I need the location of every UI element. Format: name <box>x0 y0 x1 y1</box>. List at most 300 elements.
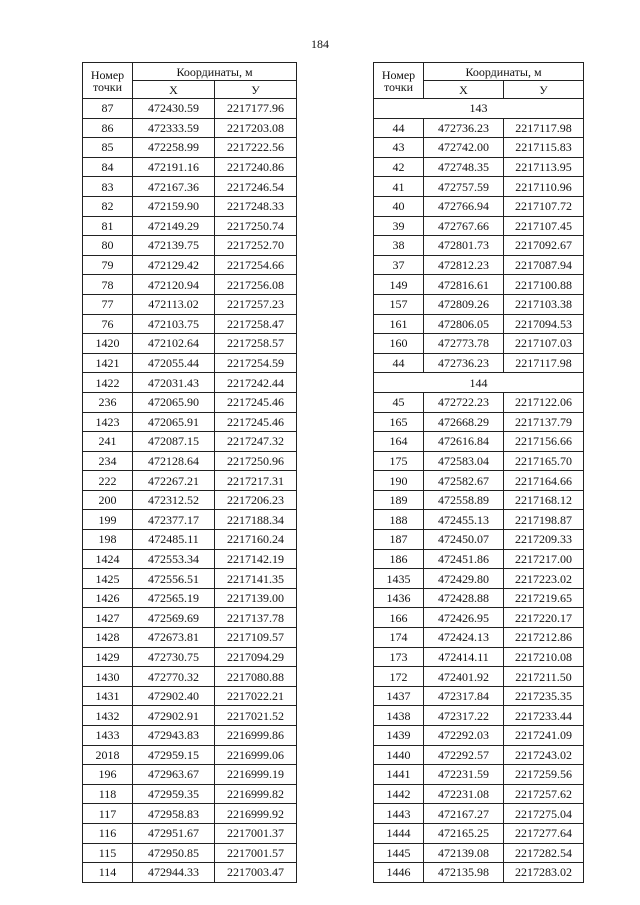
point-number-cell: 198 <box>83 530 133 550</box>
y-coordinate-cell: 2216999.92 <box>215 804 297 824</box>
header-line-1: Номер <box>90 67 125 82</box>
y-coordinate-cell: 2217094.29 <box>215 647 297 667</box>
x-coordinate-cell: 472128.64 <box>133 451 215 471</box>
x-coordinate-cell: 472944.33 <box>133 863 215 883</box>
table-row <box>374 804 584 824</box>
x-coordinate-cell: 472430.59 <box>133 99 215 119</box>
y-coordinate-cell: 2217142.19 <box>215 549 297 569</box>
x-coordinate-cell: 472451.86 <box>424 549 504 569</box>
point-number-cell: 1441 <box>374 765 424 785</box>
y-coordinate-cell: 2217177.96 <box>215 99 297 119</box>
y-coordinate-cell: 2217137.78 <box>215 608 297 628</box>
y-coordinate-cell: 2216999.06 <box>215 745 297 765</box>
x-coordinate-cell: 472401.92 <box>424 667 504 687</box>
y-coordinate-cell: 2217087.94 <box>504 255 584 275</box>
table-row <box>374 549 584 569</box>
point-number-cell: 117 <box>83 804 133 824</box>
y-coordinate-cell: 2217222.56 <box>215 138 297 158</box>
y-coordinate-cell: 2217203.08 <box>215 118 297 138</box>
y-coordinate-cell: 2217248.33 <box>215 196 297 216</box>
y-coordinate-cell: 2217257.62 <box>504 784 584 804</box>
table-row <box>374 667 584 687</box>
y-coordinate-cell: 2217277.64 <box>504 823 584 843</box>
y-coordinate-cell: 2217283.02 <box>504 863 584 883</box>
table-row <box>374 765 584 785</box>
table-row <box>83 647 297 667</box>
table-row <box>83 843 297 863</box>
x-coordinate-cell: 472583.04 <box>424 451 504 471</box>
table-row <box>374 236 584 256</box>
table-row <box>83 549 297 569</box>
x-coordinate-cell: 472113.02 <box>133 294 215 314</box>
x-coordinate-cell: 472773.78 <box>424 334 504 354</box>
table-row <box>374 138 584 158</box>
y-coordinate-cell: 2217282.54 <box>504 843 584 863</box>
x-coordinate-cell: 472801.73 <box>424 236 504 256</box>
table-row <box>83 196 297 216</box>
table-row <box>83 314 297 334</box>
y-coordinate-cell: 2217001.37 <box>215 823 297 843</box>
table-row <box>83 510 297 530</box>
point-number-cell: 161 <box>374 314 424 334</box>
y-coordinate-cell: 2217250.74 <box>215 216 297 236</box>
point-number-cell: 38 <box>374 236 424 256</box>
y-header: У <box>504 81 584 99</box>
table-row <box>83 490 297 510</box>
point-number-header <box>374 63 424 99</box>
x-coordinate-cell: 472450.07 <box>424 530 504 550</box>
point-number-cell: 85 <box>83 138 133 158</box>
point-number-cell: 1443 <box>374 804 424 824</box>
y-coordinate-cell: 2217241.09 <box>504 726 584 746</box>
right-table-body <box>374 63 584 883</box>
table-row <box>374 255 584 275</box>
x-coordinate-cell: 472167.36 <box>133 177 215 197</box>
point-number-cell: 42 <box>374 157 424 177</box>
x-coordinate-cell: 472736.23 <box>424 118 504 138</box>
y-header: У <box>215 81 297 99</box>
table-row <box>83 294 297 314</box>
table-row <box>83 157 297 177</box>
y-coordinate-cell: 2217245.46 <box>215 412 297 432</box>
y-coordinate-cell: 2217258.47 <box>215 314 297 334</box>
table-row <box>83 726 297 746</box>
y-coordinate-cell: 2217110.96 <box>504 177 584 197</box>
point-number-cell: 118 <box>83 784 133 804</box>
point-number-cell: 172 <box>374 667 424 687</box>
section-label: 144 <box>374 373 584 393</box>
point-number-cell: 149 <box>374 275 424 295</box>
point-number-cell: 1438 <box>374 706 424 726</box>
point-number-cell: 79 <box>83 255 133 275</box>
table-row <box>374 686 584 706</box>
x-coordinate-cell: 472569.69 <box>133 608 215 628</box>
point-number-cell: 189 <box>374 490 424 510</box>
y-coordinate-cell: 2217198.87 <box>504 510 584 530</box>
point-number-cell: 188 <box>374 510 424 530</box>
x-coordinate-cell: 472485.11 <box>133 530 215 550</box>
table-row <box>83 99 297 119</box>
x-coordinate-cell: 472742.00 <box>424 138 504 158</box>
y-coordinate-cell: 2217254.59 <box>215 353 297 373</box>
table-row <box>83 275 297 295</box>
point-number-cell: 1435 <box>374 569 424 589</box>
x-coordinate-cell: 472951.67 <box>133 823 215 843</box>
table-row <box>374 353 584 373</box>
table-row <box>83 177 297 197</box>
x-coordinate-cell: 472730.75 <box>133 647 215 667</box>
table-row <box>83 255 297 275</box>
point-number-cell: 1421 <box>83 353 133 373</box>
point-number-cell: 44 <box>374 118 424 138</box>
x-coordinate-cell: 472231.59 <box>424 765 504 785</box>
x-coordinate-cell: 472616.84 <box>424 432 504 452</box>
x-coordinate-cell: 472673.81 <box>133 628 215 648</box>
point-number-cell: 1420 <box>83 334 133 354</box>
point-number-cell: 187 <box>374 530 424 550</box>
table-row <box>374 823 584 843</box>
y-coordinate-cell: 2217217.00 <box>504 549 584 569</box>
table-row <box>374 157 584 177</box>
x-coordinate-cell: 472812.23 <box>424 255 504 275</box>
y-coordinate-cell: 2216999.82 <box>215 784 297 804</box>
x-coordinate-cell: 472902.91 <box>133 706 215 726</box>
y-coordinate-cell: 2217256.08 <box>215 275 297 295</box>
point-number-cell: 1446 <box>374 863 424 883</box>
y-coordinate-cell: 2217219.65 <box>504 588 584 608</box>
y-coordinate-cell: 2217252.70 <box>215 236 297 256</box>
x-coordinate-cell: 472424.13 <box>424 628 504 648</box>
point-number-cell: 80 <box>83 236 133 256</box>
x-coordinate-cell: 472267.21 <box>133 471 215 491</box>
y-coordinate-cell: 2216999.86 <box>215 726 297 746</box>
point-number-cell: 157 <box>374 294 424 314</box>
point-number-cell: 160 <box>374 334 424 354</box>
x-coordinate-cell: 472031.43 <box>133 373 215 393</box>
table-row <box>374 784 584 804</box>
point-number-cell: 44 <box>374 353 424 373</box>
table-row <box>374 510 584 530</box>
point-number-cell: 1442 <box>374 784 424 804</box>
point-number-cell: 2018 <box>83 745 133 765</box>
table-row <box>83 608 297 628</box>
point-number-cell: 1439 <box>374 726 424 746</box>
x-coordinate-cell: 472292.57 <box>424 745 504 765</box>
x-coordinate-cell: 472317.84 <box>424 686 504 706</box>
x-coordinate-cell: 472959.35 <box>133 784 215 804</box>
y-coordinate-cell: 2217165.70 <box>504 451 584 471</box>
x-coordinate-cell: 472167.27 <box>424 804 504 824</box>
table-row <box>374 628 584 648</box>
table-row <box>374 745 584 765</box>
x-coordinate-cell: 472668.29 <box>424 412 504 432</box>
point-number-cell: 43 <box>374 138 424 158</box>
point-number-cell: 236 <box>83 392 133 412</box>
table-row <box>83 412 297 432</box>
point-number-cell: 1432 <box>83 706 133 726</box>
y-coordinate-cell: 2217259.56 <box>504 765 584 785</box>
point-number-cell: 1437 <box>374 686 424 706</box>
y-coordinate-cell: 2217001.57 <box>215 843 297 863</box>
coordinates-header: Координаты, м <box>133 63 297 81</box>
y-coordinate-cell: 2217223.02 <box>504 569 584 589</box>
y-coordinate-cell: 2217092.67 <box>504 236 584 256</box>
table-row <box>374 177 584 197</box>
x-coordinate-cell: 472565.19 <box>133 588 215 608</box>
point-number-cell: 1431 <box>83 686 133 706</box>
header-line-1: Номер <box>381 67 416 82</box>
table-row <box>374 334 584 354</box>
point-number-cell: 1436 <box>374 588 424 608</box>
point-number-cell: 199 <box>83 510 133 530</box>
y-coordinate-cell: 2217022.21 <box>215 686 297 706</box>
x-coordinate-cell: 472317.22 <box>424 706 504 726</box>
section-row <box>374 373 584 393</box>
table-row <box>374 275 584 295</box>
point-number-cell: 166 <box>374 608 424 628</box>
table-row <box>374 569 584 589</box>
point-number-cell: 116 <box>83 823 133 843</box>
y-coordinate-cell: 2217245.46 <box>215 392 297 412</box>
y-coordinate-cell: 2217160.24 <box>215 530 297 550</box>
table-row <box>374 118 584 138</box>
coordinates-table-left <box>82 62 297 883</box>
point-number-header <box>83 63 133 99</box>
point-number-cell: 1430 <box>83 667 133 687</box>
table-row <box>83 236 297 256</box>
y-coordinate-cell: 2217107.72 <box>504 196 584 216</box>
point-number-cell: 241 <box>83 432 133 452</box>
x-coordinate-cell: 472377.17 <box>133 510 215 530</box>
point-number-cell: 1440 <box>374 745 424 765</box>
table-row <box>83 588 297 608</box>
x-coordinate-cell: 472558.89 <box>424 490 504 510</box>
table-row <box>83 765 297 785</box>
y-coordinate-cell: 2217247.32 <box>215 432 297 452</box>
point-number-cell: 37 <box>374 255 424 275</box>
header-line-2: точки <box>383 79 414 94</box>
x-coordinate-cell: 472963.67 <box>133 765 215 785</box>
y-coordinate-cell: 2217246.54 <box>215 177 297 197</box>
x-header: X <box>424 81 504 99</box>
y-coordinate-cell: 2217211.50 <box>504 667 584 687</box>
y-coordinate-cell: 2217139.00 <box>215 588 297 608</box>
table-row <box>374 588 584 608</box>
point-number-cell: 1422 <box>83 373 133 393</box>
x-coordinate-cell: 472103.75 <box>133 314 215 334</box>
point-number-cell: 165 <box>374 412 424 432</box>
table-row <box>374 863 584 883</box>
y-coordinate-cell: 2217210.08 <box>504 647 584 667</box>
point-number-cell: 114 <box>83 863 133 883</box>
table-row <box>83 392 297 412</box>
point-number-cell: 1445 <box>374 843 424 863</box>
point-number-cell: 190 <box>374 471 424 491</box>
point-number-cell: 78 <box>83 275 133 295</box>
x-coordinate-cell: 472139.75 <box>133 236 215 256</box>
x-coordinate-cell: 472065.91 <box>133 412 215 432</box>
point-number-cell: 115 <box>83 843 133 863</box>
table-row <box>374 451 584 471</box>
coordinates-table-right <box>373 62 584 883</box>
point-number-cell: 1423 <box>83 412 133 432</box>
point-number-cell: 222 <box>83 471 133 491</box>
y-coordinate-cell: 2217109.57 <box>215 628 297 648</box>
x-coordinate-cell: 472770.32 <box>133 667 215 687</box>
point-number-cell: 234 <box>83 451 133 471</box>
table-row <box>83 334 297 354</box>
table-row <box>83 471 297 491</box>
y-coordinate-cell: 2217257.23 <box>215 294 297 314</box>
y-coordinate-cell: 2217206.23 <box>215 490 297 510</box>
x-coordinate-cell: 472426.95 <box>424 608 504 628</box>
y-coordinate-cell: 2217254.66 <box>215 255 297 275</box>
point-number-cell: 45 <box>374 392 424 412</box>
y-coordinate-cell: 2217220.17 <box>504 608 584 628</box>
x-coordinate-cell: 472087.15 <box>133 432 215 452</box>
y-coordinate-cell: 2217209.33 <box>504 530 584 550</box>
table-row <box>374 412 584 432</box>
coordinates-header: Координаты, м <box>424 63 584 81</box>
section-label: 143 <box>374 99 584 119</box>
x-coordinate-cell: 472165.25 <box>424 823 504 843</box>
table-row <box>374 294 584 314</box>
y-coordinate-cell: 2217115.83 <box>504 138 584 158</box>
point-number-cell: 175 <box>374 451 424 471</box>
x-coordinate-cell: 472149.29 <box>133 216 215 236</box>
point-number-cell: 1433 <box>83 726 133 746</box>
point-number-cell: 174 <box>374 628 424 648</box>
y-coordinate-cell: 2217003.47 <box>215 863 297 883</box>
point-number-cell: 1427 <box>83 608 133 628</box>
y-coordinate-cell: 2217107.03 <box>504 334 584 354</box>
table-row <box>374 314 584 334</box>
table-row <box>83 530 297 550</box>
point-number-cell: 1426 <box>83 588 133 608</box>
y-coordinate-cell: 2217164.66 <box>504 471 584 491</box>
table-row <box>83 118 297 138</box>
x-coordinate-cell: 472139.08 <box>424 843 504 863</box>
table-row <box>83 863 297 883</box>
y-coordinate-cell: 2217235.35 <box>504 686 584 706</box>
section-row <box>374 99 584 119</box>
table-row <box>83 569 297 589</box>
x-coordinate-cell: 472414.11 <box>424 647 504 667</box>
y-coordinate-cell: 2217275.04 <box>504 804 584 824</box>
table-row <box>83 628 297 648</box>
point-number-cell: 196 <box>83 765 133 785</box>
point-number-cell: 173 <box>374 647 424 667</box>
x-coordinate-cell: 472455.13 <box>424 510 504 530</box>
table-row <box>374 432 584 452</box>
y-coordinate-cell: 2217103.38 <box>504 294 584 314</box>
x-coordinate-cell: 472429.80 <box>424 569 504 589</box>
table-row <box>374 471 584 491</box>
table-row <box>83 784 297 804</box>
x-coordinate-cell: 472102.64 <box>133 334 215 354</box>
y-coordinate-cell: 2217156.66 <box>504 432 584 452</box>
table-row <box>83 804 297 824</box>
point-number-cell: 76 <box>83 314 133 334</box>
x-coordinate-cell: 472292.03 <box>424 726 504 746</box>
y-coordinate-cell: 2216999.19 <box>215 765 297 785</box>
y-coordinate-cell: 2217217.31 <box>215 471 297 491</box>
point-number-cell: 86 <box>83 118 133 138</box>
point-number-cell: 1429 <box>83 647 133 667</box>
y-coordinate-cell: 2217080.88 <box>215 667 297 687</box>
x-coordinate-cell: 472582.67 <box>424 471 504 491</box>
x-coordinate-cell: 472120.94 <box>133 275 215 295</box>
y-coordinate-cell: 2217100.88 <box>504 275 584 295</box>
x-coordinate-cell: 472816.61 <box>424 275 504 295</box>
x-coordinate-cell: 472806.05 <box>424 314 504 334</box>
point-number-cell: 1425 <box>83 569 133 589</box>
header-row <box>374 63 584 81</box>
x-coordinate-cell: 472428.88 <box>424 588 504 608</box>
table-row <box>83 138 297 158</box>
x-coordinate-cell: 472258.99 <box>133 138 215 158</box>
table-row <box>83 823 297 843</box>
x-coordinate-cell: 472553.34 <box>133 549 215 569</box>
y-coordinate-cell: 2217243.02 <box>504 745 584 765</box>
table-row <box>374 392 584 412</box>
table-row <box>83 686 297 706</box>
x-coordinate-cell: 472757.59 <box>424 177 504 197</box>
header-line-2: точки <box>92 79 123 94</box>
header-row <box>83 63 297 81</box>
x-coordinate-cell: 472958.83 <box>133 804 215 824</box>
y-coordinate-cell: 2217242.44 <box>215 373 297 393</box>
point-number-cell: 39 <box>374 216 424 236</box>
table-row <box>374 706 584 726</box>
x-coordinate-cell: 472191.16 <box>133 157 215 177</box>
x-coordinate-cell: 472055.44 <box>133 353 215 373</box>
table-row <box>374 196 584 216</box>
y-coordinate-cell: 2217233.44 <box>504 706 584 726</box>
table-row <box>374 530 584 550</box>
x-coordinate-cell: 472333.59 <box>133 118 215 138</box>
x-coordinate-cell: 472767.66 <box>424 216 504 236</box>
point-number-cell: 83 <box>83 177 133 197</box>
point-number-cell: 77 <box>83 294 133 314</box>
y-coordinate-cell: 2217188.34 <box>215 510 297 530</box>
table-row <box>83 353 297 373</box>
point-number-cell: 186 <box>374 549 424 569</box>
x-coordinate-cell: 472748.35 <box>424 157 504 177</box>
x-coordinate-cell: 472950.85 <box>133 843 215 863</box>
x-coordinate-cell: 472231.08 <box>424 784 504 804</box>
x-coordinate-cell: 472159.90 <box>133 196 215 216</box>
table-row <box>83 432 297 452</box>
point-number-cell: 164 <box>374 432 424 452</box>
y-coordinate-cell: 2217113.95 <box>504 157 584 177</box>
y-coordinate-cell: 2217168.12 <box>504 490 584 510</box>
table-row <box>374 843 584 863</box>
point-number-cell: 41 <box>374 177 424 197</box>
y-coordinate-cell: 2217212.86 <box>504 628 584 648</box>
y-coordinate-cell: 2217122.06 <box>504 392 584 412</box>
point-number-cell: 200 <box>83 490 133 510</box>
table-row <box>83 373 297 393</box>
y-coordinate-cell: 2217094.53 <box>504 314 584 334</box>
y-coordinate-cell: 2217258.57 <box>215 334 297 354</box>
y-coordinate-cell: 2217117.98 <box>504 353 584 373</box>
x-coordinate-cell: 472902.40 <box>133 686 215 706</box>
x-coordinate-cell: 472129.42 <box>133 255 215 275</box>
y-coordinate-cell: 2217240.86 <box>215 157 297 177</box>
x-coordinate-cell: 472736.23 <box>424 353 504 373</box>
y-coordinate-cell: 2217117.98 <box>504 118 584 138</box>
